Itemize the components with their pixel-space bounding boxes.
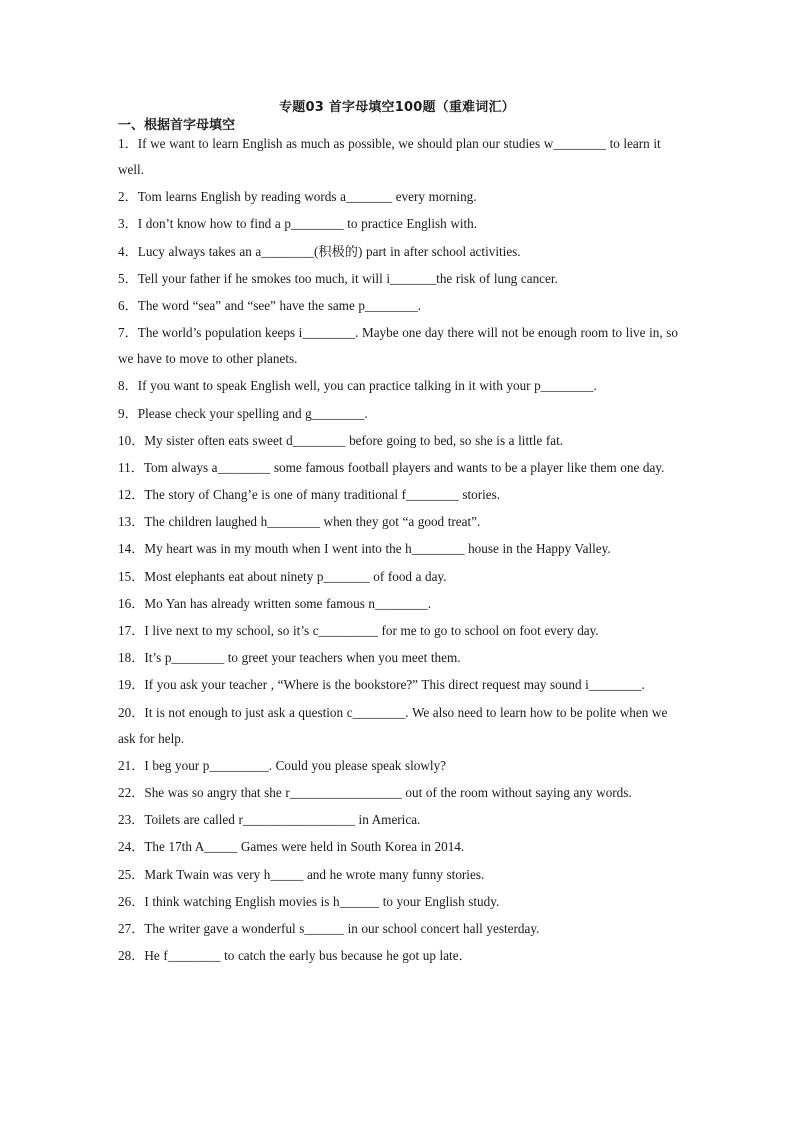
question-item: 20．It is not enough to just ask a question c________. We also need to learn how to be polite when we ask for help. bbox=[118, 704, 668, 746]
question-item: 6．The word “sea” and “see” have the same p________. bbox=[118, 297, 422, 313]
question-item: 9．Please check your spelling and g________. bbox=[118, 405, 368, 421]
question-item: 15．Most elephants eat about ninety p_______ of food a day. bbox=[118, 568, 447, 584]
question-item: 2．Tom learns English by reading words a_______ every morning. bbox=[118, 189, 477, 205]
question-item: 8．If you want to speak English well, you can practice talking in it with your p________. bbox=[118, 378, 597, 394]
question-item: 12．The story of Chang’e is one of many traditional f________ stories. bbox=[118, 487, 501, 503]
document-title: 专题03 首字母填空100题（重难词汇） bbox=[279, 100, 515, 115]
question-item: 7．The world’s population keeps i________. Maybe one day there will not be enough room to live in, so we have to move to other planets. bbox=[118, 325, 678, 367]
question-item: 5．Tell your father if he smokes too much, it will i_______the risk of lung cancer. bbox=[118, 270, 558, 286]
question-item: 18．It’s p________ to greet your teachers when you meet them. bbox=[118, 650, 461, 666]
question-list bbox=[118, 131, 678, 970]
question-item: 23．Toilets are called r_________________ in America. bbox=[118, 812, 421, 828]
question-item: 28．He f________ to catch the early bus because he got up late． bbox=[118, 948, 472, 964]
question-item: 11．Tom always a________ some famous football players and wants to be a player like them one day. bbox=[118, 459, 665, 475]
question-item: 3．I don’t know how to find a p________ to practice English with. bbox=[118, 216, 478, 232]
question-item: 1．If we want to learn English as much as possible, we should plan our studies w________ to learn it well. bbox=[118, 136, 661, 177]
question-item: 22．She was so angry that she r_________________ out of the room without saying any words. bbox=[118, 784, 632, 800]
question-item: 4．Lucy always takes an a________(积极的) part in after school activities. bbox=[118, 243, 521, 259]
question-item: 16．Mo Yan has already written some famous n________. bbox=[118, 595, 432, 611]
question-item: 19．If you ask your teacher , “Where is the bookstore?” This direct request may sound i________. bbox=[118, 677, 645, 693]
question-item: 27．The writer gave a wonderful s______ in our school concert hall yesterday. bbox=[118, 920, 540, 936]
question-item: 13．The children laughed h________ when they got “a good treat”. bbox=[118, 514, 481, 530]
section-title: 一、根据首字母填空 bbox=[118, 118, 236, 133]
question-item: 25．Mark Twain was very h_____ and he wrote many funny stories. bbox=[118, 866, 485, 882]
question-item: 14．My heart was in my mouth when I went into the h________ house in the Happy Valley. bbox=[118, 541, 611, 557]
question-item: 26．I think watching English movies is h______ to your English study. bbox=[118, 893, 500, 909]
question-item: 24．The 17th A_____ Games were held in South Korea in 2014. bbox=[118, 839, 465, 855]
question-item: 10．My sister often eats sweet d________ before going to bed, so she is a little fat. bbox=[118, 432, 564, 448]
question-item: 17．I live next to my school, so it’s c_________ for me to go to school on foot every day. bbox=[118, 623, 599, 638]
question-item: 21．I beg your p_________. Could you please speak slowly? bbox=[118, 757, 447, 773]
